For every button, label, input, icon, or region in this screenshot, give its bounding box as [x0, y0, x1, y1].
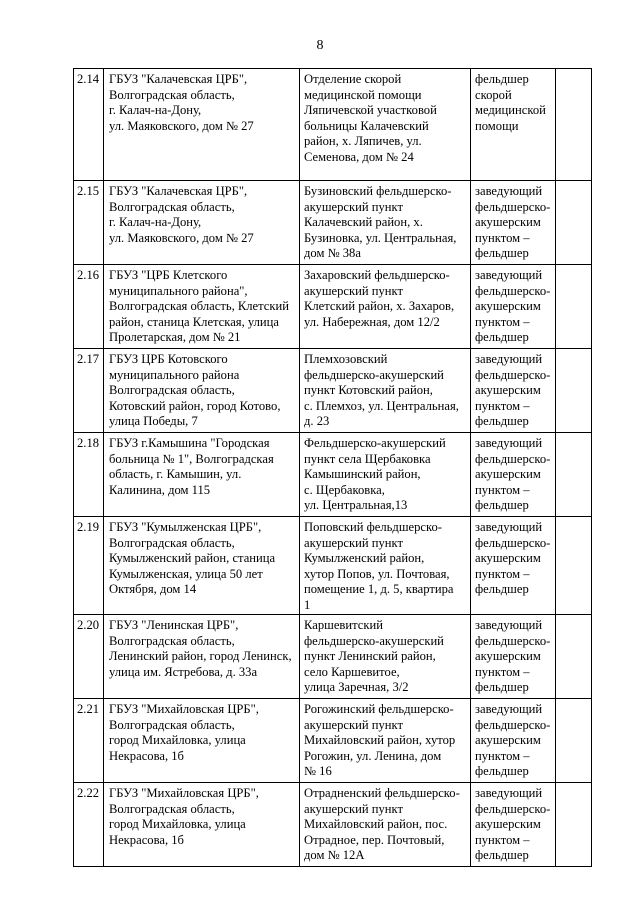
facility-cell-line: пункт Ленинский район, — [304, 649, 436, 663]
facility-cell-line: Кумылженский район, — [304, 551, 425, 565]
position-cell-line: фельдшерско- — [475, 801, 551, 816]
empty-cell — [556, 349, 592, 433]
facility-cell-line: Племхозовский — [304, 352, 388, 366]
table-row — [74, 69, 592, 181]
position-cell-line: акушерским — [475, 551, 541, 565]
facility-cell-line: улица Заречная, 3/2 — [304, 680, 409, 694]
position-cell-line: фельдшерско- — [475, 633, 551, 648]
position-cell — [471, 699, 556, 783]
position-cell-line: акушерским — [475, 817, 541, 831]
facility-cell-line: дом № 38а — [304, 246, 361, 260]
empty-cell — [556, 265, 592, 349]
position-cell — [471, 615, 556, 699]
position-cell-line: фельдшер — [475, 582, 529, 596]
position-cell-line: пунктом – — [475, 482, 530, 497]
position-cell-line: заведующий — [475, 520, 543, 534]
facility-cell-line: Калачевский район, х. — [304, 215, 423, 229]
organization-cell-line: город Михайловка, улица — [109, 733, 246, 747]
facility-cell-line: ул. Набережная, дом 12/2 — [304, 314, 440, 329]
position-cell — [471, 517, 556, 615]
facility-cell-line: дом № 12А — [304, 848, 365, 862]
position-cell-line: заведующий — [475, 702, 543, 716]
position-cell-line: помощи — [475, 118, 519, 133]
row-number: 2.15 — [74, 181, 104, 265]
row-number: 2.19 — [74, 517, 104, 615]
row-number: 2.14 — [74, 69, 104, 181]
facility-cell-line: район, х. Ляпичев, ул. — [304, 134, 422, 148]
table-row — [74, 433, 592, 517]
position-cell-line: фельдшерско- — [475, 283, 551, 298]
position-cell — [471, 181, 556, 265]
organization-cell — [104, 349, 300, 433]
position-cell-line: акушерским — [475, 299, 541, 313]
facility-cell-line: Камышинский район, — [304, 467, 421, 481]
organization-cell-line: ГБУЗ "Ленинская ЦРБ", — [109, 618, 239, 632]
organization-cell — [104, 783, 300, 867]
position-cell — [471, 265, 556, 349]
organization-cell-line: больница № 1", Волгоградская — [109, 451, 274, 466]
facility-cell-line: Поповский фельдшерско- — [304, 520, 442, 534]
organization-cell-line: Кумылженская, улица 50 лет — [109, 566, 263, 581]
position-cell-line: пунктом – — [475, 664, 530, 679]
organization-cell-line: область, г. Камышин, ул. — [109, 467, 242, 481]
facility-cell-line: акушерский пункт — [304, 801, 403, 816]
position-cell-line: пунктом – — [475, 748, 530, 763]
organization-cell-line: Волгоградская область, Клетский — [109, 299, 289, 313]
organization-cell-line: Кумылженский район, станица — [109, 551, 276, 565]
row-number: 2.22 — [74, 783, 104, 867]
row-number: 2.20 — [74, 615, 104, 699]
organization-cell-line: ГБУЗ г.Камышина "Городская — [109, 436, 270, 450]
facility-cell-line: Отрадное, пер. Почтовый, — [304, 832, 445, 847]
position-cell-line: акушерским — [475, 649, 541, 663]
facility-cell-line: Ляпичевской участковой — [304, 103, 437, 117]
organization-cell-line: ГБУЗ "Калачевская ЦРБ", — [109, 72, 248, 86]
position-cell-line: фельдшерско- — [475, 451, 551, 466]
table-row — [74, 265, 592, 349]
facility-cell-line: Каршевитский — [304, 618, 383, 632]
position-cell-line: фельдшер — [475, 414, 529, 428]
organization-cell-line: ГБУЗ ЦРБ Котовского — [109, 352, 228, 366]
position-cell — [471, 783, 556, 867]
organization-cell-line: Некрасова, 1б — [109, 748, 184, 763]
table-row — [74, 615, 592, 699]
facility-cell-line: Бузиновка, ул. Центральная, — [304, 230, 457, 245]
organization-cell — [104, 69, 300, 181]
position-cell-line: акушерским — [475, 215, 541, 229]
organization-cell — [104, 265, 300, 349]
facility-cell-line: Семенова, дом № 24 — [304, 149, 414, 164]
facility-cell-line: Михайловский район, пос. — [304, 817, 448, 831]
position-cell-line: пунктом – — [475, 832, 530, 847]
empty-cell — [556, 433, 592, 517]
facility-cell — [300, 517, 471, 615]
organization-cell-line: Волгоградская область, — [109, 633, 235, 648]
position-cell-line: заведующий — [475, 436, 543, 450]
facility-cell-line: ул. Центральная,13 — [304, 498, 408, 512]
facility-cell — [300, 181, 471, 265]
organization-cell-line: ул. Маяковского, дом № 27 — [109, 118, 254, 133]
position-cell-line: фельдшерско- — [475, 535, 551, 550]
row-number: 2.17 — [74, 349, 104, 433]
position-cell-line: фельдшер — [475, 72, 529, 86]
organization-cell-line: Волгоградская область, — [109, 87, 235, 102]
organization-cell-line: муниципального района — [109, 367, 240, 382]
organization-cell — [104, 699, 300, 783]
empty-cell — [556, 615, 592, 699]
page-number: 8 — [316, 38, 324, 53]
position-cell-line: фельдшер — [475, 330, 529, 344]
facility-cell-line: село Каршевитое, — [304, 664, 400, 679]
organization-cell-line: Волгоградская область, — [109, 717, 235, 732]
facility-cell-line: Рогожин, ул. Ленина, дом — [304, 748, 442, 763]
position-cell-line: пунктом – — [475, 566, 530, 581]
position-cell — [471, 433, 556, 517]
position-cell-line: фельдшер — [475, 498, 529, 512]
facility-cell-line: Рогожинский фельдшерско- — [304, 702, 454, 716]
facility-cell-line: хутор Попов, ул. Почтовая, — [304, 566, 450, 581]
organization-cell-line: ГБУЗ "Михайловская ЦРБ", — [109, 702, 259, 716]
facility-cell — [300, 783, 471, 867]
position-cell-line: фельдшер — [475, 680, 529, 694]
position-cell-line: акушерским — [475, 383, 541, 397]
facility-cell-line: Отделение скорой — [304, 72, 402, 86]
facility-cell-line: 1 — [304, 597, 311, 612]
facility-cell-line: Захаровский фельдшерско- — [304, 268, 450, 282]
organization-cell-line: Волгоградская область, — [109, 801, 235, 816]
empty-cell — [556, 517, 592, 615]
facility-cell-line: акушерский пункт — [304, 199, 403, 214]
facility-cell-line: фельдшерско-акушерский — [304, 633, 444, 648]
position-cell-line: фельдшер — [475, 246, 529, 260]
organization-cell-line: район, станица Клетская, улица — [109, 314, 279, 329]
organization-cell — [104, 433, 300, 517]
position-cell-line: пунктом – — [475, 230, 530, 245]
organization-cell-line: Котовский район, город Котово, — [109, 398, 281, 413]
position-cell-line: пунктом – — [475, 314, 530, 329]
facility-cell-line: помещение 1, д. 5, квартира — [304, 582, 454, 596]
facility-cell-line: Бузиновский фельдшерско- — [304, 184, 452, 198]
table-row — [74, 783, 592, 867]
position-cell-line: фельдшерско- — [475, 367, 551, 382]
facility-cell-line: № 16 — [304, 764, 332, 778]
organization-cell-line: ГБУЗ "ЦРБ Клетского — [109, 268, 228, 282]
facility-cell-line: Отрадненский фельдшерско- — [304, 786, 460, 800]
facility-cell-line: акушерский пункт — [304, 717, 403, 732]
empty-cell — [556, 181, 592, 265]
position-cell-line: пунктом – — [475, 398, 530, 413]
organization-cell-line: ул. Маяковского, дом № 27 — [109, 230, 254, 245]
organization-cell-line: улица им. Ястребова, д. 33а — [109, 664, 258, 679]
position-cell-line: заведующий — [475, 268, 543, 282]
organization-cell-line: Ленинский район, город Ленинск, — [109, 649, 292, 663]
position-cell-line: заведующий — [475, 352, 543, 366]
empty-cell — [556, 783, 592, 867]
facility-cell — [300, 433, 471, 517]
position-cell-line: фельдшер — [475, 764, 529, 778]
table-row — [74, 349, 592, 433]
position-cell-line: медицинской — [475, 103, 546, 117]
organization-cell-line: Некрасова, 1б — [109, 832, 184, 847]
position-cell-line: скорой — [475, 87, 512, 102]
organization-cell-line: ГБУЗ "Кумылженская ЦРБ", — [109, 520, 262, 534]
organization-cell — [104, 181, 300, 265]
organization-cell-line: Волгоградская область, — [109, 199, 235, 214]
organization-cell-line: ГБУЗ "Калачевская ЦРБ", — [109, 184, 248, 198]
facility-cell-line: Клетский район, х. Захаров, — [304, 299, 455, 313]
position-cell-line: фельдшерско- — [475, 199, 551, 214]
organization-cell-line: Октября, дом 14 — [109, 582, 197, 596]
position-cell — [471, 69, 556, 181]
position-cell-line: акушерским — [475, 733, 541, 747]
table-row — [74, 699, 592, 783]
facility-cell-line: Михайловский район, хутор — [304, 733, 456, 747]
facility-cell-line: с. Щербаковка, — [304, 482, 385, 497]
facility-cell-line: акушерский пункт — [304, 283, 403, 298]
empty-cell — [556, 69, 592, 181]
position-cell-line: акушерским — [475, 467, 541, 481]
facility-cell-line: медицинской помощи — [304, 87, 422, 102]
facility-cell — [300, 699, 471, 783]
organization-cell-line: Пролетарская, дом № 21 — [109, 330, 241, 344]
organization-cell-line: Калинина, дом 115 — [109, 482, 211, 497]
organization-cell — [104, 615, 300, 699]
facility-cell — [300, 69, 471, 181]
row-number: 2.18 — [74, 433, 104, 517]
position-cell-line: заведующий — [475, 184, 543, 198]
table-body — [74, 69, 592, 867]
facility-cell-line: больницы Калачевский — [304, 118, 429, 133]
empty-cell — [556, 699, 592, 783]
organization-cell — [104, 517, 300, 615]
facility-cell — [300, 265, 471, 349]
facility-cell-line: д. 23 — [304, 414, 330, 428]
organization-cell-line: г. Калач-на-Дону, — [109, 215, 202, 229]
row-number: 2.16 — [74, 265, 104, 349]
organization-cell-line: муниципального района", — [109, 283, 248, 298]
organization-cell-line: г. Калач-на-Дону, — [109, 103, 202, 117]
facility-cell-line: Фельдшерско-акушерский — [304, 436, 446, 450]
organization-cell-line: ГБУЗ "Михайловская ЦРБ", — [109, 786, 259, 800]
organization-cell-line: Волгоградская область, — [109, 535, 235, 550]
facility-cell-line: пункт Котовский район, — [304, 383, 433, 397]
position-cell-line: фельдшерско- — [475, 717, 551, 732]
table-row — [74, 181, 592, 265]
facilities-table — [73, 68, 592, 867]
position-cell-line: фельдшер — [475, 848, 529, 862]
position-cell — [471, 349, 556, 433]
facility-cell — [300, 349, 471, 433]
organization-cell-line: город Михайловка, улица — [109, 817, 246, 831]
position-cell-line: заведующий — [475, 786, 543, 800]
table-row — [74, 517, 592, 615]
row-number: 2.21 — [74, 699, 104, 783]
organization-cell-line: улица Победы, 7 — [109, 414, 198, 428]
facility-cell — [300, 615, 471, 699]
facility-cell-line: пункт села Щербаковка — [304, 451, 431, 466]
facility-cell-line: акушерский пункт — [304, 535, 403, 550]
position-cell-line: заведующий — [475, 618, 543, 632]
organization-cell-line: Волгоградская область, — [109, 383, 235, 397]
facility-cell-line: с. Племхоз, ул. Центральная, — [304, 398, 459, 413]
facility-cell-line: фельдшерско-акушерский — [304, 367, 444, 382]
